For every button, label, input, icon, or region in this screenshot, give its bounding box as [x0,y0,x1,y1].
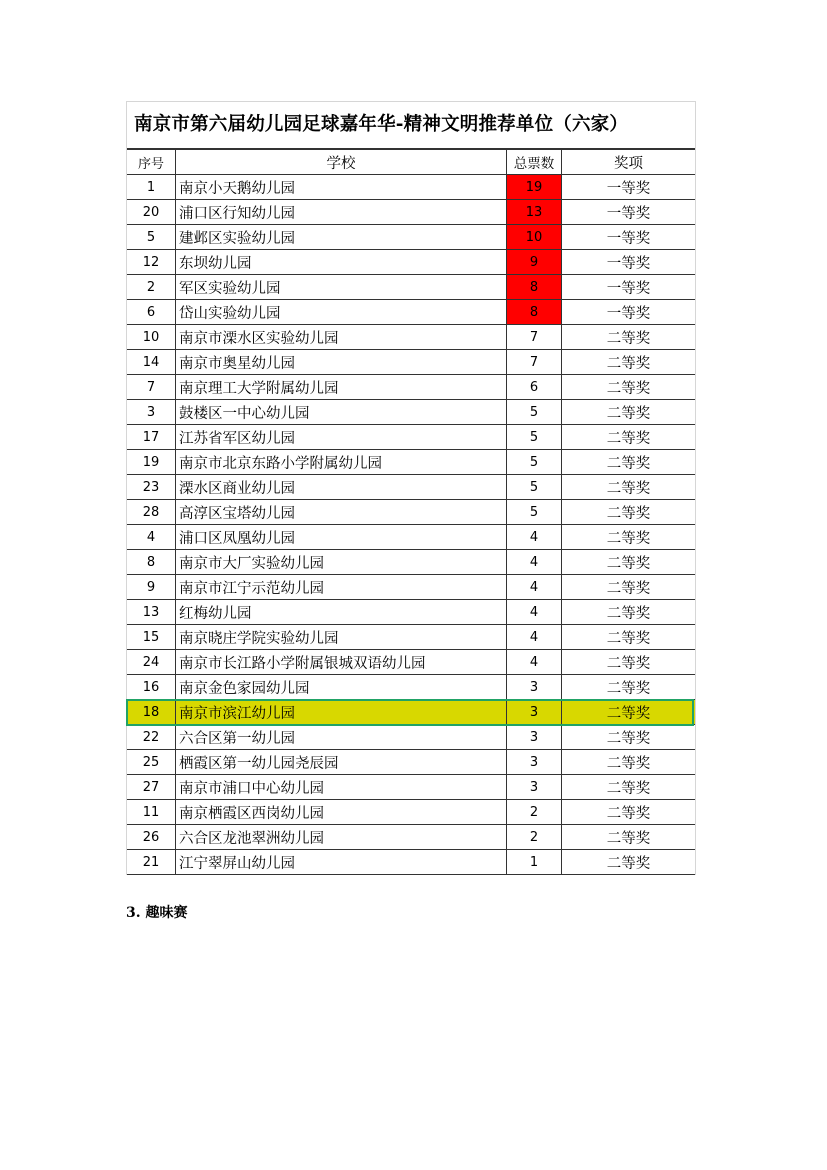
cell-award[interactable]: 一等奖 [562,275,696,300]
cell-award[interactable]: 二等奖 [562,500,696,525]
cell-no[interactable]: 4 [127,525,176,550]
cell-school[interactable]: 南京市溧水区实验幼儿园 [176,325,507,350]
cell-school[interactable]: 南京市江宁示范幼儿园 [176,575,507,600]
header-school: 学校 [176,150,507,175]
cell-votes[interactable]: 1 [507,850,562,875]
cell-award[interactable]: 二等奖 [562,650,696,675]
cell-votes[interactable]: 8 [507,275,562,300]
cell-no[interactable]: 27 [127,775,176,800]
table-row[interactable] [127,650,695,675]
table-row[interactable] [127,675,695,700]
table-row[interactable] [127,175,695,200]
table-row[interactable] [127,575,695,600]
cell-votes[interactable]: 2 [507,825,562,850]
table-row[interactable] [127,700,695,725]
cell-school[interactable]: 南京市奥星幼儿园 [176,350,507,375]
cell-no[interactable]: 18 [127,700,176,725]
header-no: 序号 [127,150,176,175]
cell-no[interactable]: 20 [127,200,176,225]
cell-school[interactable]: 军区实验幼儿园 [176,275,507,300]
cell-school[interactable]: 鼓楼区一中心幼儿园 [176,400,507,425]
cell-school[interactable]: 南京理工大学附属幼儿园 [176,375,507,400]
table-row[interactable] [127,525,695,550]
table-header-row [127,150,695,175]
table-row[interactable] [127,800,695,825]
awards-table [127,149,695,875]
table-row[interactable] [127,300,695,325]
cell-no[interactable]: 2 [127,275,176,300]
cell-votes[interactable]: 4 [507,600,562,625]
cell-award[interactable]: 一等奖 [562,250,696,275]
table-row[interactable] [127,775,695,800]
cell-no[interactable]: 13 [127,600,176,625]
cell-award[interactable]: 二等奖 [562,550,696,575]
cell-school[interactable]: 南京市北京东路小学附属幼儿园 [176,450,507,475]
cell-award[interactable]: 一等奖 [562,225,696,250]
header-award: 奖项 [562,150,696,175]
cell-school[interactable]: 南京市滨江幼儿园 [176,700,507,725]
table-row[interactable] [127,600,695,625]
table-row[interactable] [127,200,695,225]
cell-award[interactable]: 二等奖 [562,600,696,625]
cell-school[interactable]: 溧水区商业幼儿园 [176,475,507,500]
cell-award[interactable]: 二等奖 [562,375,696,400]
cell-school[interactable]: 栖霞区第一幼儿园尧辰园 [176,750,507,775]
cell-award[interactable]: 二等奖 [562,625,696,650]
table-row[interactable] [127,475,695,500]
cell-award[interactable]: 一等奖 [562,200,696,225]
section-heading: 3. 趣味赛 [126,905,188,921]
cell-votes[interactable]: 5 [507,450,562,475]
table-row[interactable] [127,325,695,350]
table-row[interactable] [127,750,695,775]
cell-no[interactable]: 19 [127,450,176,475]
cell-award[interactable]: 二等奖 [562,800,696,825]
cell-no[interactable]: 8 [127,550,176,575]
cell-award[interactable]: 二等奖 [562,775,696,800]
cell-no[interactable]: 17 [127,425,176,450]
cell-no[interactable]: 14 [127,350,176,375]
cell-school[interactable]: 浦口区凤凰幼儿园 [176,525,507,550]
cell-award[interactable]: 二等奖 [562,425,696,450]
cell-votes[interactable]: 7 [507,350,562,375]
cell-award[interactable]: 二等奖 [562,825,696,850]
table-row[interactable] [127,625,695,650]
cell-school[interactable]: 浦口区行知幼儿园 [176,200,507,225]
cell-no[interactable]: 28 [127,500,176,525]
cell-no[interactable]: 16 [127,675,176,700]
table-row[interactable] [127,350,695,375]
cell-school[interactable]: 南京市长江路小学附属银城双语幼儿园 [176,650,507,675]
cell-school[interactable]: 六合区龙池翠洲幼儿园 [176,825,507,850]
cell-school[interactable]: 建邺区实验幼儿园 [176,225,507,250]
cell-no[interactable]: 24 [127,650,176,675]
cell-no[interactable]: 15 [127,625,176,650]
cell-school[interactable]: 红梅幼儿园 [176,600,507,625]
cell-school[interactable]: 高淳区宝塔幼儿园 [176,500,507,525]
cell-school[interactable]: 六合区第一幼儿园 [176,725,507,750]
table-row[interactable] [127,225,695,250]
table-row[interactable] [127,275,695,300]
cell-votes[interactable]: 19 [507,175,562,200]
cell-school[interactable]: 南京小天鹅幼儿园 [176,175,507,200]
cell-votes[interactable]: 9 [507,250,562,275]
cell-votes[interactable]: 3 [507,725,562,750]
cell-votes[interactable]: 5 [507,500,562,525]
table-title: 南京市第六届幼儿园足球嘉年华-精神文明推荐单位（六家） [127,102,695,149]
cell-no[interactable]: 9 [127,575,176,600]
cell-school[interactable]: 东坝幼儿园 [176,250,507,275]
cell-no[interactable]: 22 [127,725,176,750]
cell-votes[interactable]: 13 [507,200,562,225]
cell-award[interactable]: 一等奖 [562,300,696,325]
cell-award[interactable]: 二等奖 [562,475,696,500]
cell-award[interactable]: 二等奖 [562,575,696,600]
cell-no[interactable]: 3 [127,400,176,425]
cell-votes[interactable]: 8 [507,300,562,325]
table-row[interactable] [127,450,695,475]
cell-no[interactable]: 7 [127,375,176,400]
cell-award[interactable]: 二等奖 [562,400,696,425]
table-row[interactable] [127,375,695,400]
table-row[interactable] [127,400,695,425]
cell-no[interactable]: 6 [127,300,176,325]
cell-award[interactable]: 二等奖 [562,450,696,475]
cell-votes[interactable]: 3 [507,750,562,775]
cell-no[interactable]: 25 [127,750,176,775]
table-row[interactable] [127,550,695,575]
cell-award[interactable]: 一等奖 [562,175,696,200]
cell-award[interactable]: 二等奖 [562,700,696,725]
cell-award[interactable]: 二等奖 [562,750,696,775]
cell-votes[interactable]: 4 [507,550,562,575]
table-row[interactable] [127,250,695,275]
cell-votes[interactable]: 3 [507,775,562,800]
cell-no[interactable]: 23 [127,475,176,500]
cell-no[interactable]: 1 [127,175,176,200]
cell-school[interactable]: 南京市大厂实验幼儿园 [176,550,507,575]
cell-award[interactable]: 二等奖 [562,675,696,700]
table-row[interactable] [127,425,695,450]
cell-school[interactable]: 南京栖霞区西岗幼儿园 [176,800,507,825]
cell-votes[interactable]: 5 [507,425,562,450]
cell-award[interactable]: 二等奖 [562,525,696,550]
cell-school[interactable]: 江苏省军区幼儿园 [176,425,507,450]
cell-no[interactable]: 26 [127,825,176,850]
cell-votes[interactable]: 5 [507,400,562,425]
cell-award[interactable]: 二等奖 [562,725,696,750]
table-row[interactable] [127,725,695,750]
table-row[interactable] [127,500,695,525]
cell-votes[interactable]: 10 [507,225,562,250]
cell-no[interactable]: 11 [127,800,176,825]
cell-award[interactable]: 二等奖 [562,850,696,875]
cell-award[interactable]: 二等奖 [562,350,696,375]
cell-votes[interactable]: 4 [507,525,562,550]
cell-no[interactable]: 5 [127,225,176,250]
awards-table-sheet [126,101,696,875]
cell-no[interactable]: 12 [127,250,176,275]
table-row[interactable] [127,825,695,850]
cell-votes[interactable]: 4 [507,625,562,650]
cell-no[interactable]: 10 [127,325,176,350]
cell-votes[interactable]: 4 [507,650,562,675]
cell-school[interactable]: 江宁翠屏山幼儿园 [176,850,507,875]
cell-votes[interactable]: 7 [507,325,562,350]
cell-votes[interactable]: 6 [507,375,562,400]
cell-votes[interactable]: 2 [507,800,562,825]
cell-votes[interactable]: 3 [507,700,562,725]
cell-votes[interactable]: 5 [507,475,562,500]
cell-votes[interactable]: 4 [507,575,562,600]
cell-school[interactable]: 南京金色家园幼儿园 [176,675,507,700]
cell-school[interactable]: 南京市浦口中心幼儿园 [176,775,507,800]
cell-votes[interactable]: 3 [507,675,562,700]
cell-no[interactable]: 21 [127,850,176,875]
table-row[interactable] [127,850,695,875]
cell-school[interactable]: 南京晓庄学院实验幼儿园 [176,625,507,650]
cell-award[interactable]: 二等奖 [562,325,696,350]
cell-school[interactable]: 岱山实验幼儿园 [176,300,507,325]
header-votes: 总票数 [507,150,562,175]
